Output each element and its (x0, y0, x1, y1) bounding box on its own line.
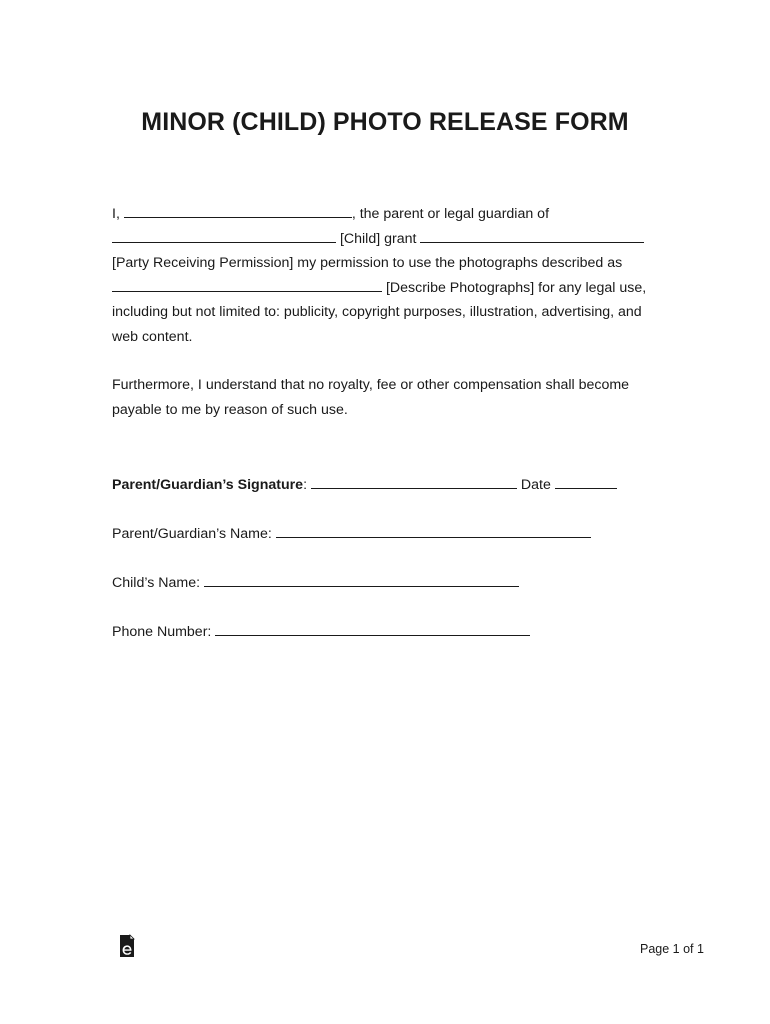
compensation-paragraph: Furthermore, I understand that no royalty, fee or other compensation shall become payable to me by reason of such use. (112, 377, 630, 418)
party-receiving-blank[interactable] (420, 228, 644, 243)
phone-label: Phone Number: (112, 624, 216, 640)
text-child-grant: [Child] grant (336, 230, 421, 247)
signature-label: Parent/Guardian’s Signature (112, 477, 304, 493)
phone-blank[interactable] (215, 621, 530, 636)
parent-name-blank[interactable] (124, 203, 352, 218)
child-name-field-blank[interactable] (204, 572, 519, 587)
page-number: Page 1 of 1 (640, 942, 704, 956)
text-i: I, (112, 206, 124, 222)
text-including: including but not limited to: publicity, copyright purposes, illustration, advertising, and web content. (112, 304, 642, 345)
signature-colon: : (303, 477, 311, 493)
child-name-row (112, 572, 519, 593)
guardian-name-label: Parent/Guardian’s Name: (112, 526, 276, 542)
form-title: MINOR (CHILD) PHOTO RELEASE FORM (141, 108, 629, 136)
guardian-name-row (112, 523, 591, 544)
signature-blank[interactable] (311, 474, 517, 489)
date-label: Date (516, 477, 555, 493)
signature-row (112, 474, 617, 495)
text-party-receiving-permission: [Party Receiving Permission] my permission to use the photographs described as (112, 255, 623, 272)
phone-row (112, 621, 530, 642)
date-blank[interactable] (555, 474, 617, 489)
release-paragraph (112, 202, 652, 350)
child-name-label: Child’s Name: (112, 575, 204, 591)
guardian-name-blank[interactable] (276, 523, 591, 538)
child-name-blank[interactable] (112, 228, 336, 243)
describe-photographs-blank[interactable] (112, 277, 382, 292)
eforms-logo-icon (117, 934, 137, 960)
text-describe-photographs: [Describe Photographs] for any legal use, (382, 279, 647, 296)
text-parent-guardian-of: , the parent or legal guardian of (351, 206, 550, 222)
